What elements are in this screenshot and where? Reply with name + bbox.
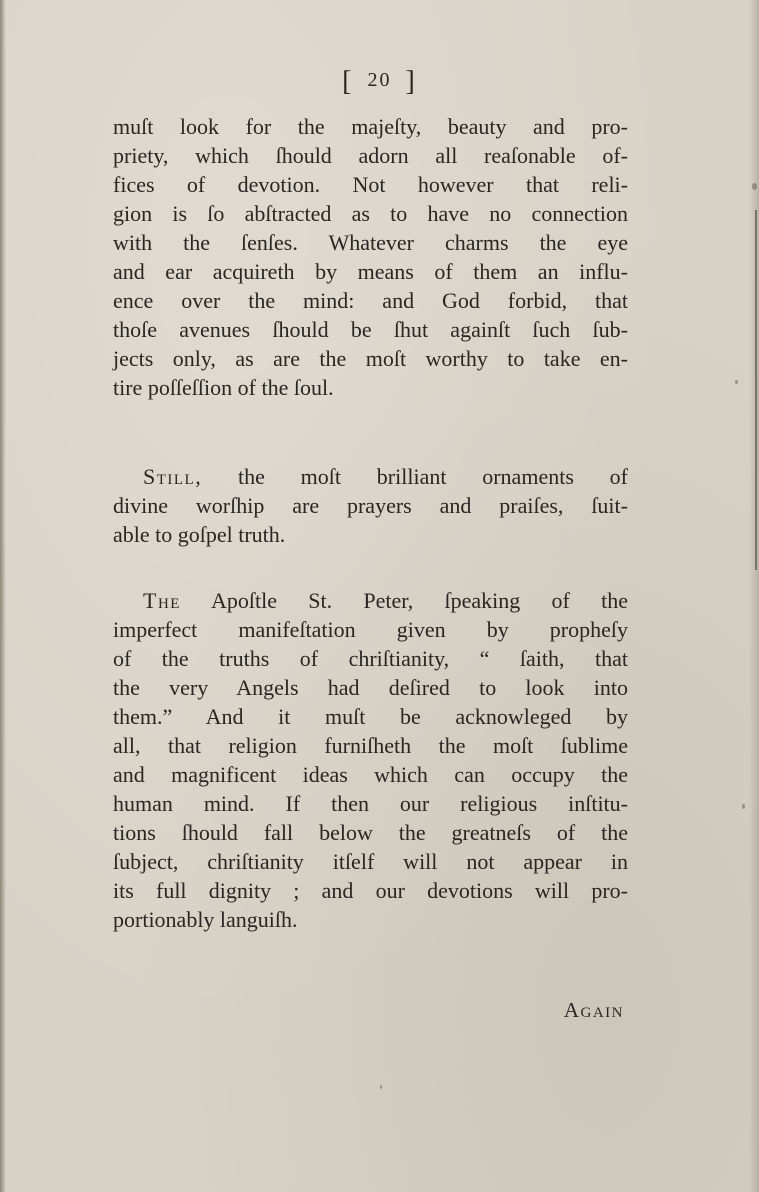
text-line: priety, which ſhould adorn all reaſonable of-	[113, 143, 628, 168]
paper-speck	[735, 380, 738, 384]
text-line: ence over the mind: and God forbid, that	[113, 288, 628, 313]
text-line: gion is ſo abſtracted as to have no connection	[113, 201, 628, 226]
text-line: tions ſhould fall below the greatneſs of the	[113, 820, 628, 845]
text-line: fices of devotion. Not however that reli-	[113, 172, 628, 197]
text-line: human mind. If then our religious inſtitu-	[113, 791, 628, 816]
page-left-edge-shadow	[0, 0, 6, 1192]
catchword: Again	[563, 998, 624, 1022]
page-binding-mark	[755, 210, 757, 570]
paper-speck	[752, 183, 757, 190]
text-line: The Apoſtle St. Peter, ſpeaking of the	[143, 588, 628, 613]
text-line: Still, the moſt brilliant ornaments of	[143, 464, 628, 489]
text-line: muſt look for the majeſty, beauty and pro-	[113, 114, 628, 139]
text-line: portionably languiſh.	[113, 907, 298, 932]
text-line: jects only, as are the moſt worthy to take en-	[113, 346, 628, 371]
page-number: 20	[367, 69, 392, 91]
text-line: ſubject, chriſtianity itſelf will not appear in	[113, 849, 628, 874]
text-line: and ear acquireth by means of them an influ-	[113, 259, 628, 284]
header-open-bracket: [	[342, 66, 354, 97]
paragraph-1	[113, 112, 628, 402]
text-line: all, that religion furniſheth the moſt ſublime	[113, 733, 628, 758]
page-header	[0, 66, 759, 98]
text-line: of the truths of chriſtianity, “ ſaith, that	[113, 646, 628, 671]
text-line: divine worſhip are prayers and praiſes, ſuit-	[113, 493, 628, 518]
paper-speck	[380, 1085, 382, 1089]
page-right-edge	[749, 0, 759, 1192]
text-line: the very Angels had deſired to look into	[113, 675, 628, 700]
text-line: imperfect manifeſtation given by propheſy	[113, 617, 628, 642]
paragraph-3	[113, 586, 628, 934]
text-line: tire poſſeſſion of the ſoul.	[113, 375, 334, 400]
header-close-bracket: ]	[405, 66, 417, 97]
text-line: them.” And it muſt be acknowleged by	[113, 704, 628, 729]
text-line: and magnificent ideas which can occupy the	[113, 762, 628, 787]
paragraph-2	[113, 462, 628, 549]
text-line: with the ſenſes. Whatever charms the eye	[113, 230, 628, 255]
text-line: its full dignity ; and our devotions will pro-	[113, 878, 628, 903]
text-line: thoſe avenues ſhould be ſhut againſt ſuch ſub-	[113, 317, 628, 342]
paper-speck	[742, 804, 745, 809]
text-line: able to goſpel truth.	[113, 522, 286, 547]
